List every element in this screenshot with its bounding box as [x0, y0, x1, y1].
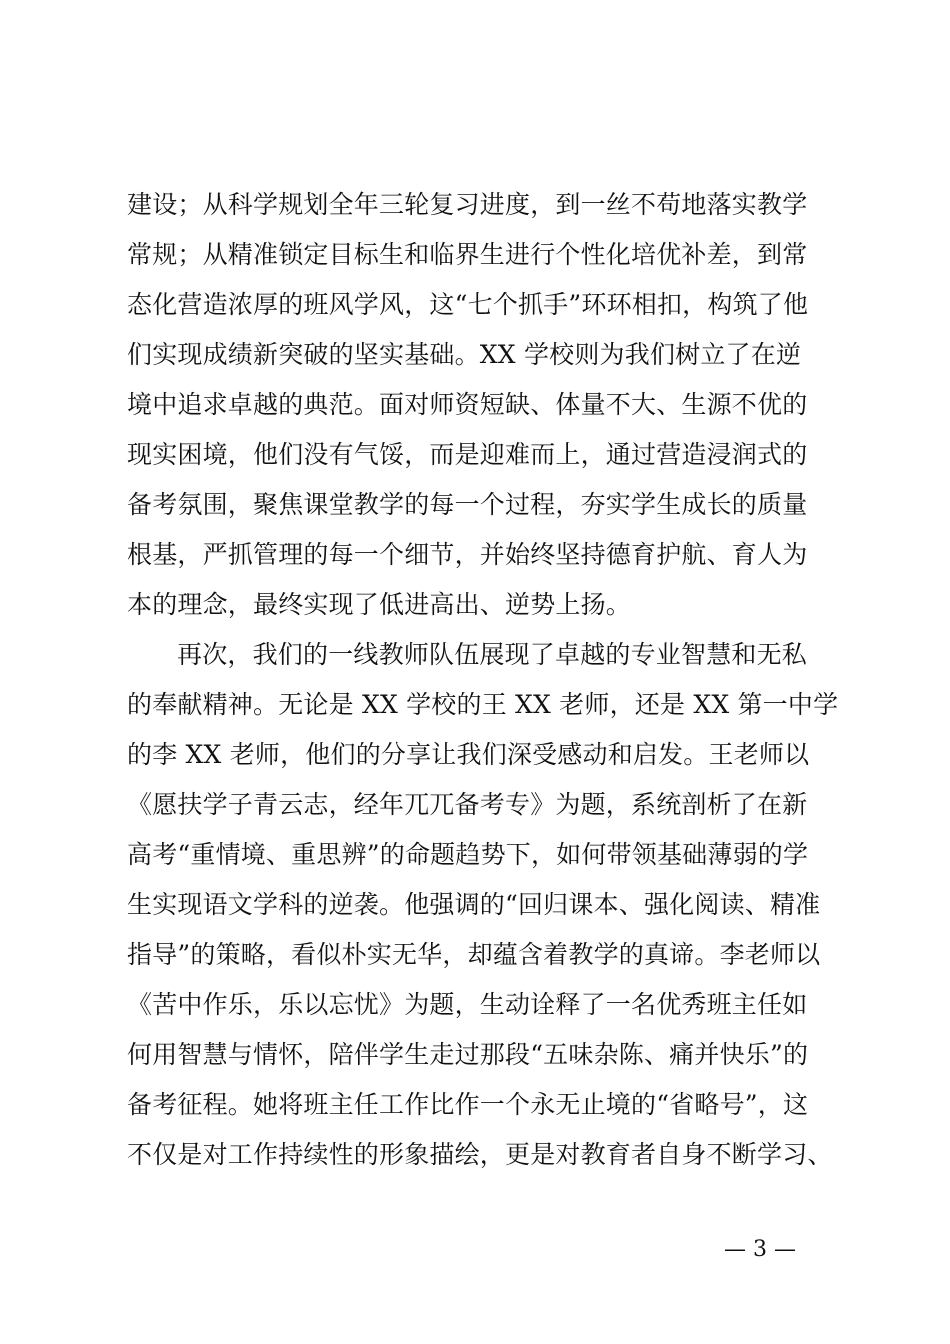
text-line: 《愿扶学子青云志，经年兀兀备考专》为题，系统剖析了在新: [127, 790, 808, 819]
text-line: 现实困境，他们没有气馁，而是迎难而上，通过营造浸润式的: [127, 440, 808, 469]
text-line: 境中追求卓越的典范。面对师资短缺、体量不大、生源不优的: [127, 390, 808, 419]
text-line: 常规；从精准锁定目标生和临界生进行个性化培优补差，到常: [127, 240, 808, 269]
text-line: 不仅是对工作持续性的形象描绘，更是对教育者自身不断学习、: [127, 1140, 833, 1169]
text-line: 的奉献精神。无论是 XX 学校的王 XX 老师，还是 XX 第一中学: [127, 690, 839, 719]
text-line: 根基，严抓管理的每一个细节，并始终坚持德育护航、育人为: [127, 540, 808, 569]
text-line: 本的理念，最终实现了低进高出、逆势上扬。: [127, 590, 632, 619]
page-number: — 3 —: [724, 1237, 796, 1262]
text-line: 生实现语文学科的逆袭。他强调的“回归课本、强化阅读、精准: [127, 890, 821, 919]
paragraph-start-line: 再次，我们的一线教师队伍展现了卓越的专业智慧和无私: [177, 640, 808, 669]
text-line: 指导”的策略，看似朴实无华，却蕴含着教学的真谛。李老师以: [127, 940, 821, 969]
text-line: 态化营造浓厚的班风学风，这“七个抓手”环环相扣，构筑了他: [127, 290, 809, 319]
text-line: 备考氛围，聚焦课堂教学的每一个过程，夯实学生成长的质量: [127, 490, 808, 519]
body-text: [127, 180, 847, 1180]
text-line: 备考征程。她将班主任工作比作一个永无止境的“省略号”，这: [127, 1090, 809, 1119]
text-line: 何用智慧与情怀，陪伴学生走过那段“五味杂陈、痛并快乐”的: [127, 1040, 809, 1069]
text-line: 们实现成绩新突破的坚实基础。XX 学校则为我们树立了在逆: [127, 340, 802, 369]
text-line: 建设；从科学规划全年三轮复习进度，到一丝不苟地落实教学: [127, 190, 808, 219]
text-line: 的李 XX 老师，他们的分享让我们深受感动和启发。王老师以: [127, 740, 810, 769]
text-line: 《苦中作乐，乐以忘忧》为题，生动诠释了一名优秀班主任如: [127, 990, 808, 1019]
text-line: 高考“重情境、重思辨”的命题趋势下，如何带领基础薄弱的学: [127, 840, 809, 869]
